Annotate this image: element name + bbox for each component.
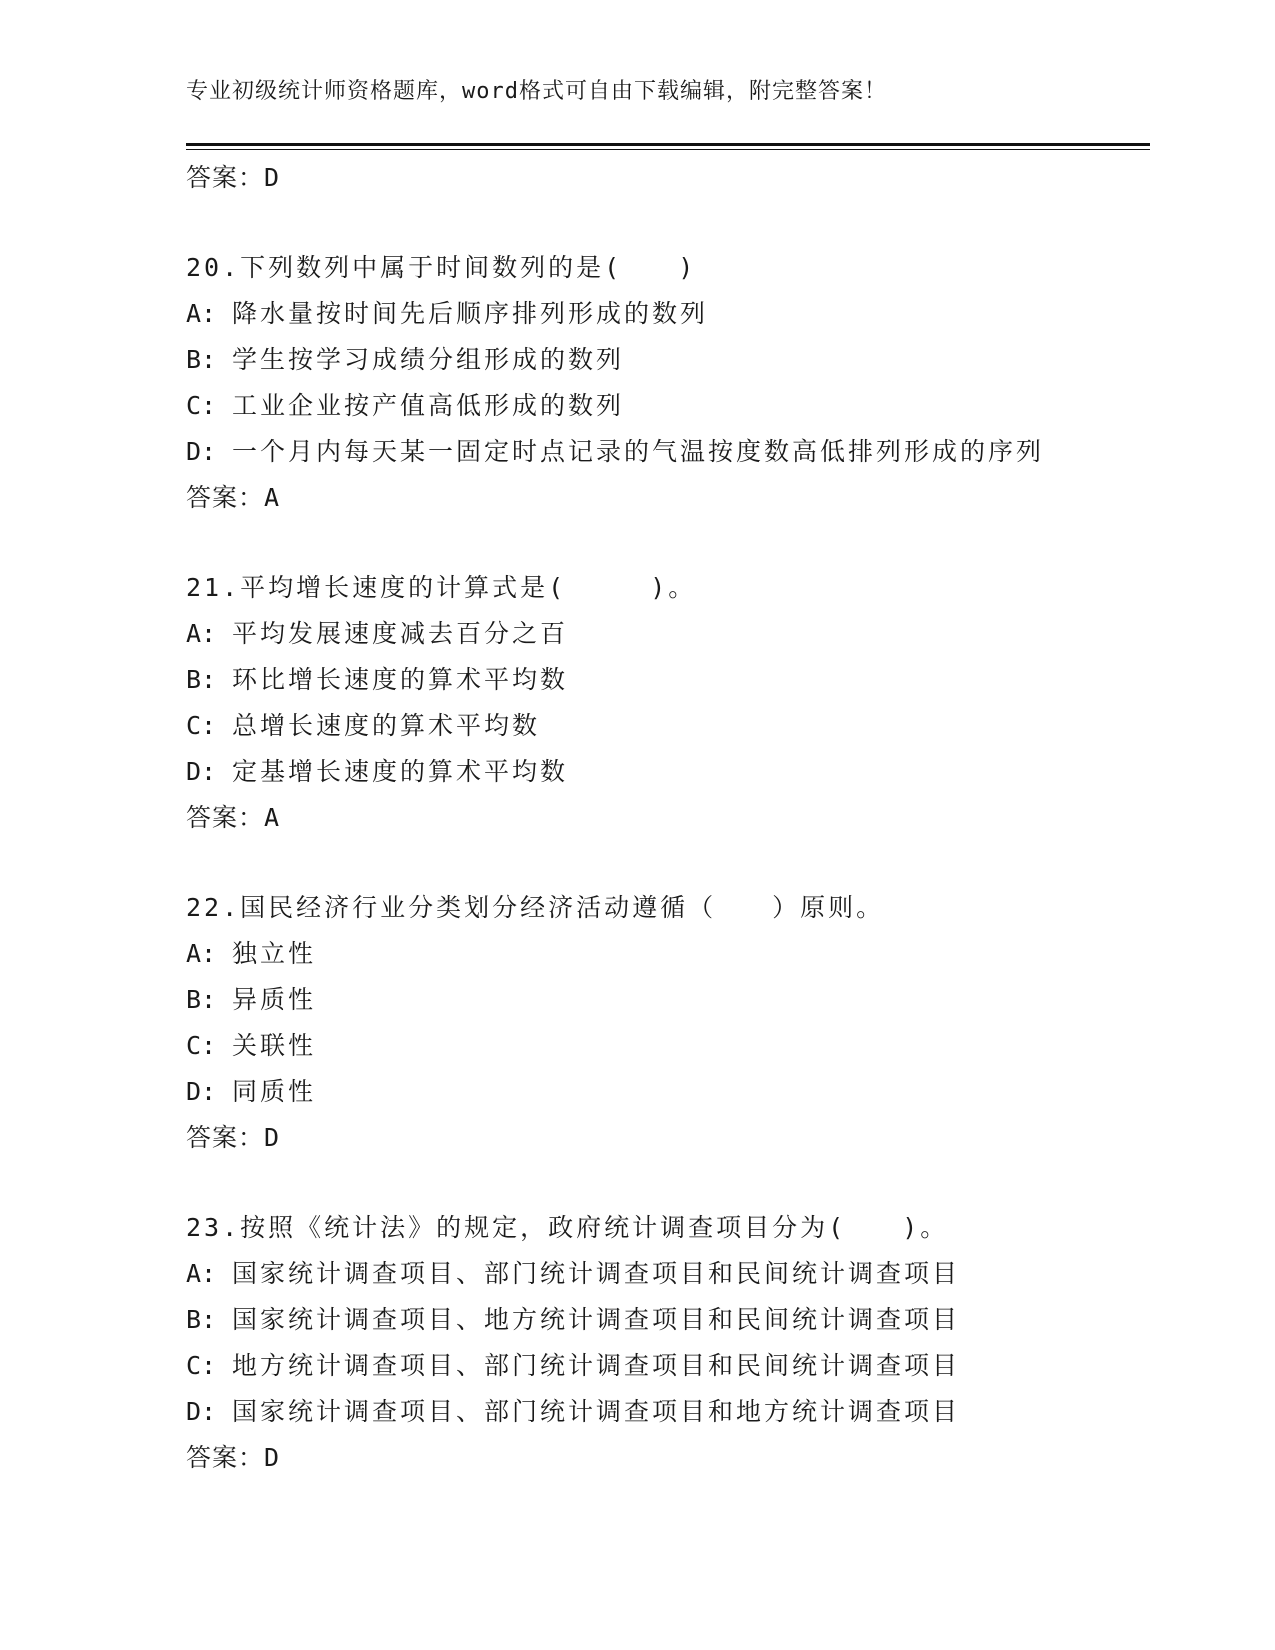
answer-value: D bbox=[264, 1443, 281, 1472]
answer-line bbox=[186, 1115, 1150, 1161]
question-stem: 22.国民经济行业分类划分经济活动遵循（ ）原则。 bbox=[186, 893, 885, 922]
option-d bbox=[186, 1069, 1150, 1115]
option-text: 地方统计调查项目、部门统计调查项目和民间统计调查项目 bbox=[232, 1351, 961, 1380]
page-header-text: 专业初级统计师资格题库，word格式可自由下载编辑，附完整答案！ bbox=[186, 79, 887, 104]
option-text: 国家统计调查项目、部门统计调查项目和地方统计调查项目 bbox=[232, 1397, 961, 1426]
option-text: 学生按学习成绩分组形成的数列 bbox=[232, 345, 625, 374]
answer-line bbox=[186, 155, 1150, 201]
option-a bbox=[186, 931, 1150, 977]
answer-value: D bbox=[264, 1123, 281, 1152]
question-20 bbox=[186, 245, 1150, 521]
answer-line bbox=[186, 475, 1150, 521]
option-c bbox=[186, 1023, 1150, 1069]
option-text: 工业企业按产值高低形成的数列 bbox=[232, 391, 625, 420]
option-d bbox=[186, 749, 1150, 795]
option-label: A: bbox=[186, 939, 217, 968]
document-body bbox=[186, 155, 1150, 1481]
option-text: 国家统计调查项目、地方统计调查项目和民间统计调查项目 bbox=[232, 1305, 961, 1334]
answer-line bbox=[186, 795, 1150, 841]
option-a bbox=[186, 611, 1150, 657]
option-label: A: bbox=[186, 619, 217, 648]
option-text: 同质性 bbox=[232, 1077, 317, 1106]
option-label: B: bbox=[186, 1305, 217, 1334]
answer-value: A bbox=[264, 803, 281, 832]
option-label: C: bbox=[186, 1031, 217, 1060]
option-text: 一个月内每天某一固定时点记录的气温按度数高低排列形成的序列 bbox=[232, 437, 1045, 466]
answer-label: 答案： bbox=[186, 483, 265, 512]
option-a bbox=[186, 1251, 1150, 1297]
option-c bbox=[186, 1343, 1150, 1389]
option-d bbox=[186, 1389, 1150, 1435]
option-label: D: bbox=[186, 1077, 217, 1106]
question-21 bbox=[186, 565, 1150, 841]
question-stem: 20.下列数列中属于时间数列的是( ) bbox=[186, 253, 697, 282]
option-label: D: bbox=[186, 1397, 217, 1426]
option-text: 环比增长速度的算术平均数 bbox=[232, 665, 569, 694]
option-label: C: bbox=[186, 711, 217, 740]
spacer bbox=[186, 841, 1150, 885]
option-c bbox=[186, 383, 1150, 429]
question-22 bbox=[186, 885, 1150, 1161]
question-stem: 21.平均增长速度的计算式是( )。 bbox=[186, 573, 697, 602]
option-d bbox=[186, 429, 1150, 475]
option-label: A: bbox=[186, 299, 217, 328]
answer-label: 答案： bbox=[186, 1123, 265, 1152]
answer-value: D bbox=[264, 163, 281, 192]
question-stem: 23.按照《统计法》的规定，政府统计调查项目分为( )。 bbox=[186, 1213, 949, 1242]
option-text: 总增长速度的算术平均数 bbox=[232, 711, 541, 740]
option-label: D: bbox=[186, 757, 217, 786]
spacer bbox=[186, 1161, 1150, 1205]
option-text: 平均发展速度减去百分之百 bbox=[232, 619, 569, 648]
answer-line bbox=[186, 1435, 1150, 1481]
option-label: A: bbox=[186, 1259, 217, 1288]
option-text: 国家统计调查项目、部门统计调查项目和民间统计调查项目 bbox=[232, 1259, 961, 1288]
option-b bbox=[186, 1297, 1150, 1343]
spacer bbox=[186, 201, 1150, 245]
answer-label: 答案： bbox=[186, 803, 265, 832]
question-23 bbox=[186, 1205, 1150, 1481]
option-text: 定基增长速度的算术平均数 bbox=[232, 757, 569, 786]
option-text: 异质性 bbox=[232, 985, 317, 1014]
answer-value: A bbox=[264, 483, 281, 512]
option-text: 独立性 bbox=[232, 939, 317, 968]
option-c bbox=[186, 703, 1150, 749]
option-label: C: bbox=[186, 1351, 217, 1380]
spacer bbox=[186, 521, 1150, 565]
option-label: D: bbox=[186, 437, 217, 466]
header-divider bbox=[186, 143, 1150, 146]
answer-label: 答案： bbox=[186, 163, 265, 192]
option-label: B: bbox=[186, 985, 217, 1014]
option-text: 降水量按时间先后顺序排列形成的数列 bbox=[232, 299, 709, 328]
option-text: 关联性 bbox=[232, 1031, 317, 1060]
option-label: B: bbox=[186, 665, 217, 694]
option-a bbox=[186, 291, 1150, 337]
answer-label: 答案： bbox=[186, 1443, 265, 1472]
option-b bbox=[186, 657, 1150, 703]
option-b bbox=[186, 977, 1150, 1023]
option-label: B: bbox=[186, 345, 217, 374]
option-label: C: bbox=[186, 391, 217, 420]
option-b bbox=[186, 337, 1150, 383]
